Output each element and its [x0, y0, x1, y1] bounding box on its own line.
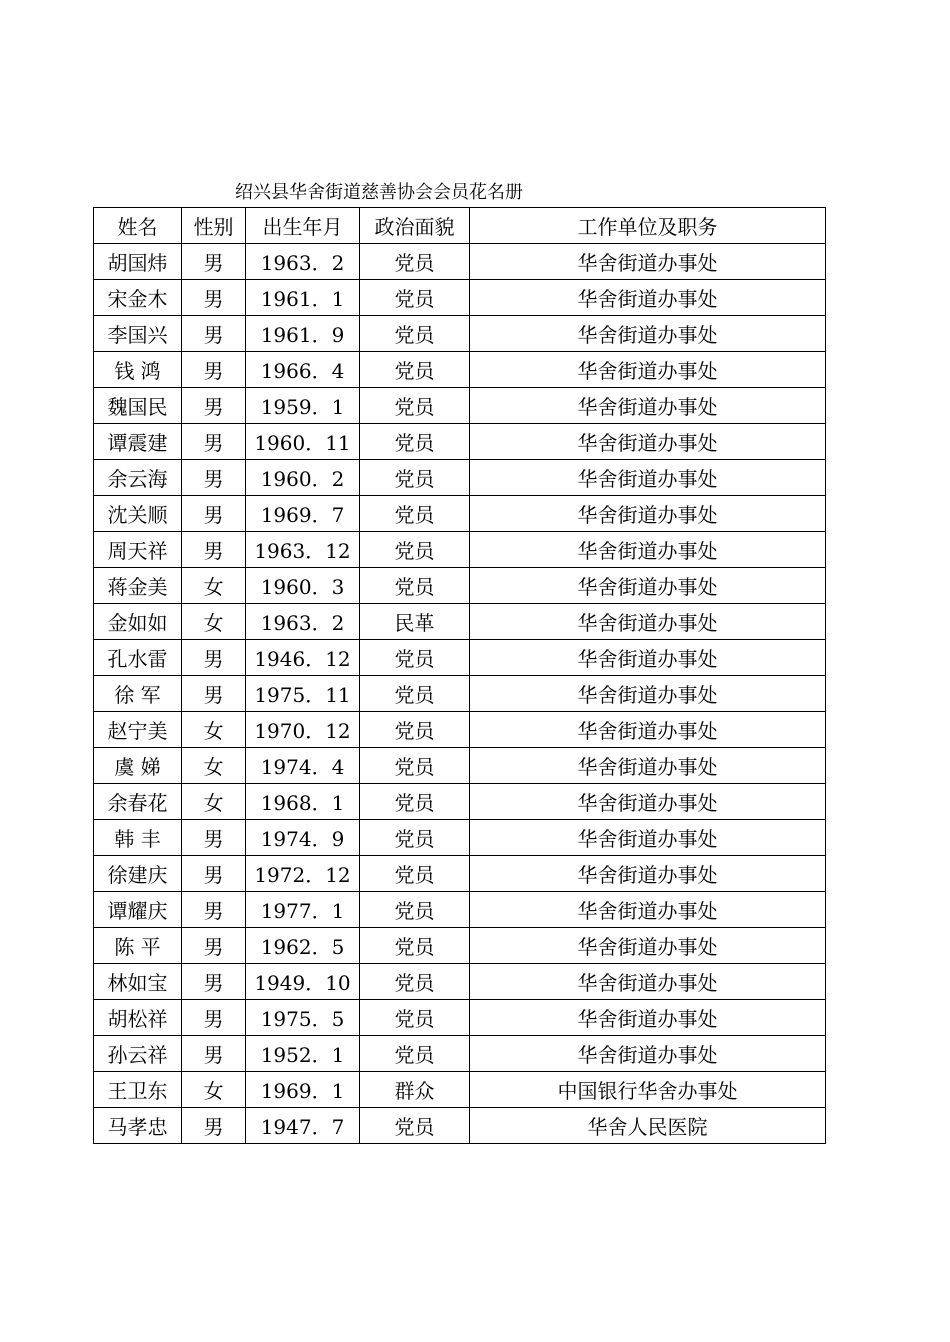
cell-birth: 1974．9 [246, 820, 360, 856]
table-row [94, 892, 826, 928]
table-row [94, 1108, 826, 1144]
cell-workplace: 华舍街道办事处 [470, 784, 826, 820]
table-row [94, 496, 826, 532]
member-roster-table [93, 207, 826, 1144]
cell-workplace: 华舍街道办事处 [470, 388, 826, 424]
cell-birth: 1960．3 [246, 568, 360, 604]
cell-sex: 女 [182, 604, 246, 640]
cell-name: 孙云祥 [94, 1036, 182, 1072]
cell-birth: 1961．1 [246, 280, 360, 316]
cell-name: 余春花 [94, 784, 182, 820]
header-name: 姓名 [94, 208, 182, 244]
cell-political-status: 党员 [360, 568, 470, 604]
cell-birth: 1977．1 [246, 892, 360, 928]
table-row [94, 1072, 826, 1108]
cell-sex: 男 [182, 928, 246, 964]
cell-political-status: 群众 [360, 1072, 470, 1108]
cell-name: 钱 鸿 [94, 352, 182, 388]
table-row [94, 820, 826, 856]
cell-sex: 女 [182, 784, 246, 820]
cell-workplace: 华舍街道办事处 [470, 352, 826, 388]
cell-workplace: 华舍街道办事处 [470, 712, 826, 748]
cell-name: 蒋金美 [94, 568, 182, 604]
cell-birth: 1963．2 [246, 604, 360, 640]
table-row [94, 1000, 826, 1036]
cell-birth: 1968．1 [246, 784, 360, 820]
cell-workplace: 华舍街道办事处 [470, 964, 826, 1000]
cell-sex: 男 [182, 352, 246, 388]
cell-political-status: 党员 [360, 964, 470, 1000]
table-row [94, 640, 826, 676]
table-row [94, 280, 826, 316]
cell-sex: 男 [182, 640, 246, 676]
cell-workplace: 华舍街道办事处 [470, 316, 826, 352]
cell-sex: 女 [182, 712, 246, 748]
cell-sex: 女 [182, 748, 246, 784]
cell-sex: 男 [182, 532, 246, 568]
table-row [94, 748, 826, 784]
cell-political-status: 党员 [360, 280, 470, 316]
cell-birth: 1949．10 [246, 964, 360, 1000]
cell-political-status: 党员 [360, 244, 470, 280]
cell-sex: 男 [182, 244, 246, 280]
cell-sex: 男 [182, 316, 246, 352]
cell-name: 胡国炜 [94, 244, 182, 280]
table-row [94, 532, 826, 568]
cell-name: 陈 平 [94, 928, 182, 964]
table-row [94, 928, 826, 964]
table-body [94, 244, 826, 1144]
cell-sex: 女 [182, 1072, 246, 1108]
cell-birth: 1960．2 [246, 460, 360, 496]
cell-political-status: 党员 [360, 316, 470, 352]
cell-political-status: 党员 [360, 1000, 470, 1036]
cell-political-status: 党员 [360, 928, 470, 964]
cell-sex: 男 [182, 820, 246, 856]
cell-workplace: 华舍街道办事处 [470, 676, 826, 712]
cell-name: 金如如 [94, 604, 182, 640]
cell-workplace: 华舍街道办事处 [470, 280, 826, 316]
cell-workplace: 华舍街道办事处 [470, 244, 826, 280]
cell-birth: 1963．2 [246, 244, 360, 280]
cell-sex: 男 [182, 676, 246, 712]
cell-workplace: 华舍街道办事处 [470, 496, 826, 532]
cell-sex: 男 [182, 856, 246, 892]
table-row [94, 388, 826, 424]
table-row [94, 784, 826, 820]
cell-sex: 女 [182, 568, 246, 604]
document-title: 绍兴县华舍街道慈善协会会员花名册 [235, 182, 523, 203]
cell-name: 沈关顺 [94, 496, 182, 532]
cell-name: 李国兴 [94, 316, 182, 352]
cell-workplace: 华舍街道办事处 [470, 640, 826, 676]
table-row [94, 424, 826, 460]
cell-political-status: 党员 [360, 1108, 470, 1144]
cell-birth: 1969．1 [246, 1072, 360, 1108]
cell-name: 胡松祥 [94, 1000, 182, 1036]
table-row [94, 244, 826, 280]
cell-birth: 1946．12 [246, 640, 360, 676]
cell-sex: 男 [182, 1036, 246, 1072]
cell-political-status: 党员 [360, 712, 470, 748]
cell-workplace: 华舍街道办事处 [470, 928, 826, 964]
cell-workplace: 华舍街道办事处 [470, 856, 826, 892]
cell-birth: 1962．5 [246, 928, 360, 964]
cell-name: 徐 军 [94, 676, 182, 712]
cell-birth: 1963．12 [246, 532, 360, 568]
cell-birth: 1972．12 [246, 856, 360, 892]
table-row [94, 712, 826, 748]
cell-political-status: 党员 [360, 532, 470, 568]
cell-name: 谭耀庆 [94, 892, 182, 928]
cell-workplace: 华舍街道办事处 [470, 568, 826, 604]
cell-birth: 1961．9 [246, 316, 360, 352]
cell-name: 周天祥 [94, 532, 182, 568]
cell-name: 赵宁美 [94, 712, 182, 748]
cell-name: 谭震建 [94, 424, 182, 460]
cell-political-status: 党员 [360, 460, 470, 496]
table-row [94, 856, 826, 892]
cell-sex: 男 [182, 460, 246, 496]
cell-workplace: 华舍街道办事处 [470, 748, 826, 784]
header-sex: 性别 [182, 208, 246, 244]
cell-birth: 1974．4 [246, 748, 360, 784]
table-row [94, 604, 826, 640]
cell-political-status: 党员 [360, 640, 470, 676]
table-header-row [94, 208, 826, 244]
cell-sex: 男 [182, 424, 246, 460]
cell-birth: 1975．11 [246, 676, 360, 712]
cell-name: 虞 娣 [94, 748, 182, 784]
cell-workplace: 华舍人民医院 [470, 1108, 826, 1144]
cell-sex: 男 [182, 964, 246, 1000]
cell-workplace: 华舍街道办事处 [470, 892, 826, 928]
cell-workplace: 中国银行华舍办事处 [470, 1072, 826, 1108]
cell-birth: 1952．1 [246, 1036, 360, 1072]
header-birth: 出生年月 [246, 208, 360, 244]
cell-political-status: 民革 [360, 604, 470, 640]
cell-birth: 1969．7 [246, 496, 360, 532]
cell-birth: 1966．4 [246, 352, 360, 388]
cell-political-status: 党员 [360, 388, 470, 424]
table-row [94, 1036, 826, 1072]
cell-name: 马孝忠 [94, 1108, 182, 1144]
cell-birth: 1970．12 [246, 712, 360, 748]
cell-name: 韩 丰 [94, 820, 182, 856]
table-row [94, 316, 826, 352]
cell-name: 魏国民 [94, 388, 182, 424]
cell-sex: 男 [182, 1000, 246, 1036]
cell-name: 徐建庆 [94, 856, 182, 892]
cell-sex: 男 [182, 496, 246, 532]
cell-workplace: 华舍街道办事处 [470, 1000, 826, 1036]
cell-political-status: 党员 [360, 892, 470, 928]
cell-political-status: 党员 [360, 352, 470, 388]
cell-workplace: 华舍街道办事处 [470, 460, 826, 496]
cell-birth: 1959．1 [246, 388, 360, 424]
cell-political-status: 党员 [360, 820, 470, 856]
cell-sex: 男 [182, 892, 246, 928]
table-row [94, 964, 826, 1000]
header-workplace: 工作单位及职务 [470, 208, 826, 244]
cell-political-status: 党员 [360, 856, 470, 892]
cell-birth: 1947．7 [246, 1108, 360, 1144]
cell-name: 宋金木 [94, 280, 182, 316]
cell-name: 孔水雷 [94, 640, 182, 676]
cell-sex: 男 [182, 388, 246, 424]
cell-political-status: 党员 [360, 676, 470, 712]
cell-workplace: 华舍街道办事处 [470, 820, 826, 856]
cell-political-status: 党员 [360, 1036, 470, 1072]
cell-political-status: 党员 [360, 784, 470, 820]
cell-workplace: 华舍街道办事处 [470, 1036, 826, 1072]
cell-political-status: 党员 [360, 424, 470, 460]
table-row [94, 568, 826, 604]
cell-name: 林如宝 [94, 964, 182, 1000]
cell-sex: 男 [182, 280, 246, 316]
cell-sex: 男 [182, 1108, 246, 1144]
cell-birth: 1960．11 [246, 424, 360, 460]
table-row [94, 460, 826, 496]
cell-name: 王卫东 [94, 1072, 182, 1108]
cell-birth: 1975．5 [246, 1000, 360, 1036]
cell-workplace: 华舍街道办事处 [470, 532, 826, 568]
cell-workplace: 华舍街道办事处 [470, 604, 826, 640]
header-political-status: 政治面貌 [360, 208, 470, 244]
table-row [94, 676, 826, 712]
table-row [94, 352, 826, 388]
cell-name: 余云海 [94, 460, 182, 496]
cell-political-status: 党员 [360, 748, 470, 784]
cell-political-status: 党员 [360, 496, 470, 532]
cell-workplace: 华舍街道办事处 [470, 424, 826, 460]
